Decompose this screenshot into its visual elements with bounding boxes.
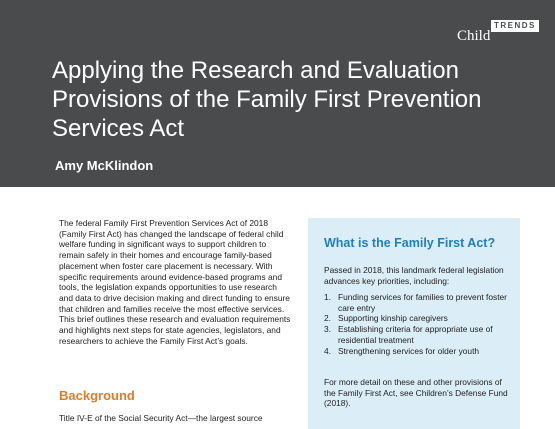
list-item-text: Funding services for families to prevent foster care entry bbox=[338, 292, 507, 313]
logo-child-text: Child bbox=[457, 28, 491, 44]
sidebar-title: What is the Family First Act? bbox=[324, 236, 496, 250]
list-item-text: Strengthening services for older youth bbox=[338, 345, 480, 356]
intro-paragraph: The federal Family First Prevention Services Act of 2018 (Family First Act) has changed the landscape of federal child welfare funding in significant ways to support children to remain safely in their homes and encourage family-based placement when foster care placement is necessary. With specific requirements around evidence-based programs and tools, the legislation expands opportunities to use research and data to drive decision making and direct funding to ensure that children and families receive the most effective services. This brief outlines these research and evaluation requirements and highlights next steps for state agencies, legislators, and researchers to achieve the Family First Act’s goals. bbox=[59, 218, 291, 346]
list-item bbox=[324, 292, 516, 313]
sidebar-footer: For more detail on these and other provisions of the Family First Act, see Children’s Defense Fund (2018). bbox=[324, 377, 508, 409]
sidebar-intro: Passed in 2018, this landmark federal legislation advances key priorities, including: bbox=[324, 265, 504, 286]
list-item-number: 4. bbox=[324, 345, 331, 356]
list-item bbox=[324, 346, 516, 357]
list-item-text: Supporting kinship caregivers bbox=[338, 313, 448, 324]
priorities-list bbox=[324, 292, 516, 356]
family-first-sidebar bbox=[308, 218, 520, 429]
list-item-text: Establishing criteria for appropriate use of residential treatment bbox=[338, 324, 493, 345]
list-item-number: 2. bbox=[324, 313, 331, 324]
child-trends-logo[interactable] bbox=[457, 20, 547, 46]
document-title: Applying the Research and Evaluation Provisions of the Family First Prevention Services Act bbox=[52, 57, 482, 142]
background-heading: Background bbox=[59, 388, 135, 403]
list-item bbox=[324, 313, 516, 324]
list-item bbox=[324, 324, 516, 345]
list-item-number: 1. bbox=[324, 292, 331, 302]
logo-trends-text: TRENDS bbox=[491, 20, 539, 32]
header-banner bbox=[0, 0, 555, 187]
background-paragraph: Title IV-E of the Social Security Act—the largest source bbox=[59, 413, 263, 423]
author-name: Amy McKlindon bbox=[55, 158, 154, 173]
list-item-number: 3. bbox=[324, 324, 331, 335]
